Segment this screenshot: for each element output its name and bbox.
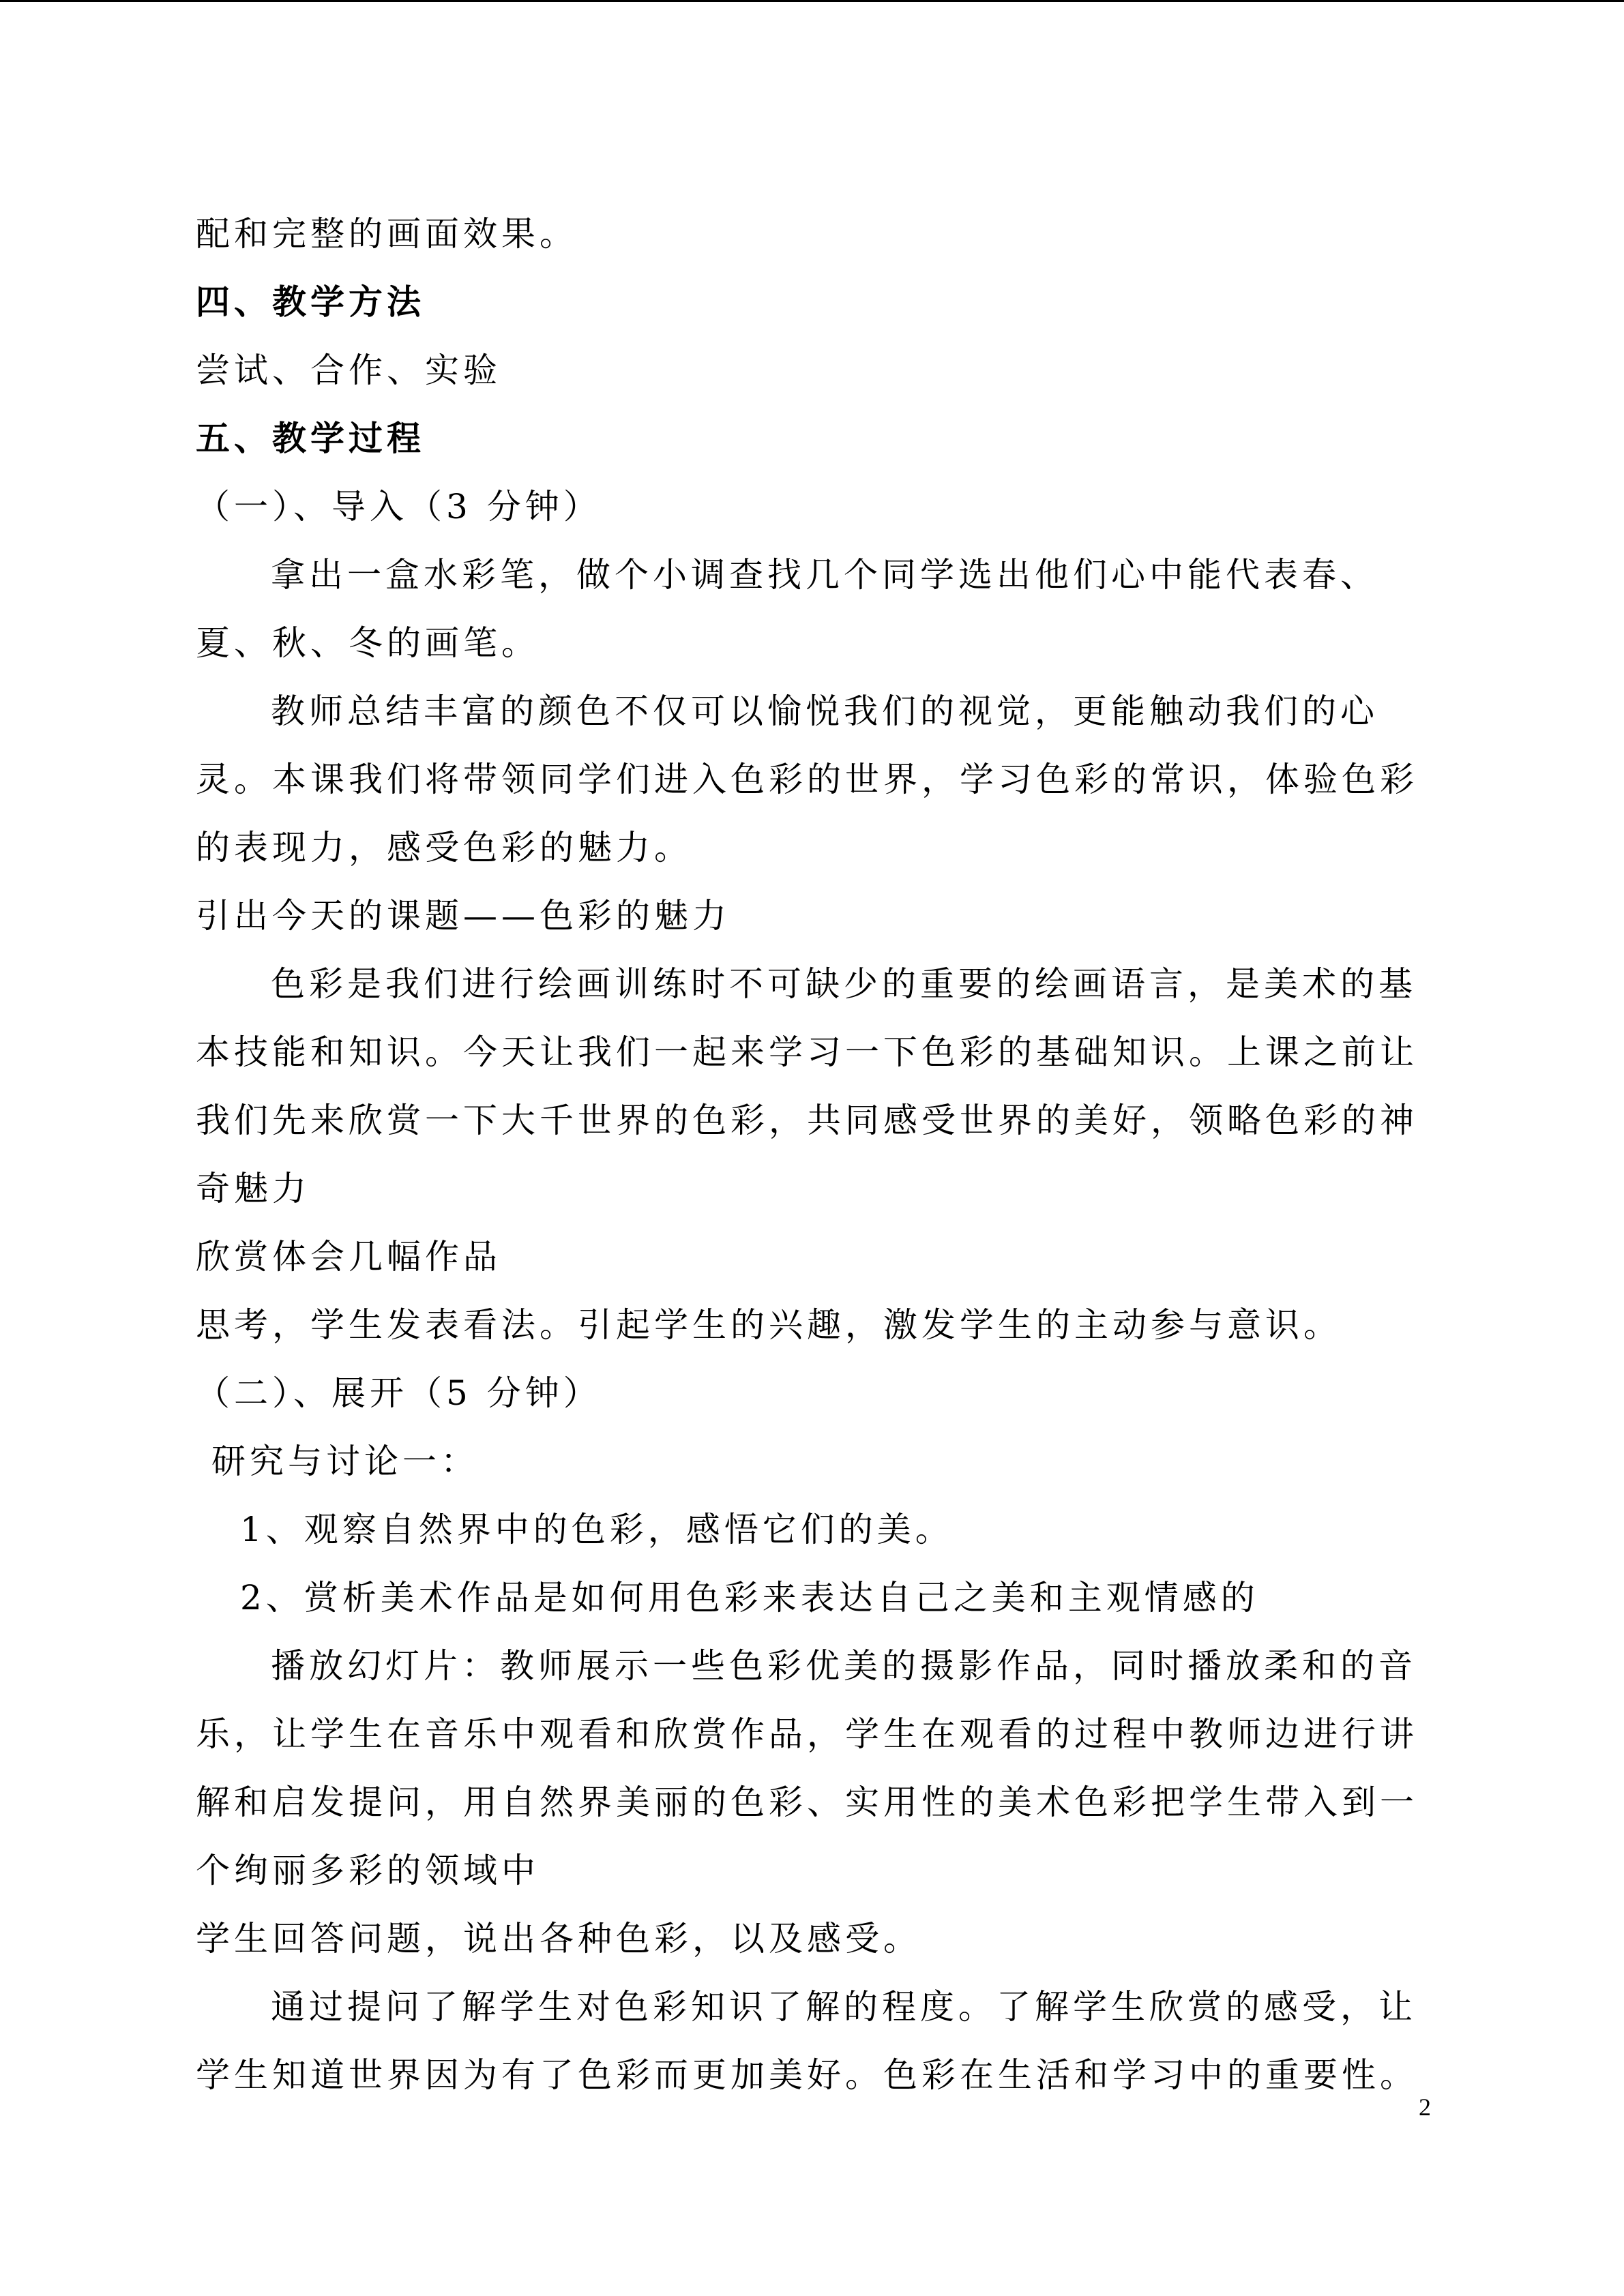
- body-text-line: 教师总结丰富的颜色不仅可以愉悦我们的视觉，更能触动我们的心: [271, 691, 1378, 731]
- body-text-line: 欣赏体会几幅作品: [196, 1237, 501, 1277]
- page-number: 2: [1419, 2093, 1431, 2121]
- body-text-line: 奇魅力: [196, 1169, 310, 1208]
- list-item: 2、赏析美术作品是如何用色彩来表达自己之美和主观情感的: [240, 1578, 1259, 1617]
- body-text-line: 思考，学生发表看法。引起学生的兴趣，激发学生的主动参与意识。: [196, 1305, 1342, 1345]
- body-text-line: 学生回答问题，说出各种色彩，以及感受。: [196, 1919, 921, 1958]
- body-text-line: 播放幻灯片：教师展示一些色彩优美的摄影作品，同时播放柔和的音: [271, 1646, 1417, 1686]
- section-heading-teaching-process: 五、教学过程: [196, 418, 425, 458]
- section-heading-teaching-methods: 四、教学方法: [196, 282, 425, 322]
- body-text-line: 尝试、合作、实验: [196, 351, 501, 390]
- body-text-line: 拿出一盒水彩笔，做个小调查找几个同学选出他们心中能代表春、: [271, 555, 1378, 595]
- body-text-line: 配和完整的画面效果。: [196, 214, 578, 254]
- body-text-line: 灵。本课我们将带领同学们进入色彩的世界，学习色彩的常识，体验色彩: [196, 760, 1418, 799]
- subsection-heading-development: （二）、展开（5 分钟）: [196, 1373, 602, 1413]
- body-text-line: 解和启发提问，用自然界美丽的色彩、实用性的美术色彩把学生带入到一: [196, 1783, 1418, 1822]
- body-text-line: 引出今天的课题——色彩的魅力: [196, 896, 730, 936]
- body-text-line: 夏、秋、冬的画笔。: [196, 623, 540, 663]
- body-text-line: 个绚丽多彩的领域中: [196, 1851, 540, 1890]
- body-text-line: 学生知道世界因为有了色彩而更加美好。色彩在生活和学习中的重要性。: [196, 2055, 1418, 2095]
- body-text-line: 的表现力，感受色彩的魅力。: [196, 828, 692, 867]
- body-text-line: 通过提问了解学生对色彩知识了解的程度。了解学生欣赏的感受，让: [271, 1987, 1417, 2027]
- body-text-line: 我们先来欣赏一下大千世界的色彩，共同感受世界的美好，领略色彩的神: [196, 1101, 1418, 1140]
- subsection-heading-intro: （一）、导入（3 分钟）: [196, 487, 602, 526]
- body-text-line: 研究与讨论一：: [211, 1442, 479, 1481]
- list-item: 1、观察自然界中的色彩，感悟它们的美。: [240, 1510, 954, 1549]
- body-text-line: 乐，让学生在音乐中观看和欣赏作品，学生在观看的过程中教师边进行讲: [196, 1714, 1418, 1754]
- body-text-line: 本技能和知识。今天让我们一起来学习一下色彩的基础知识。上课之前让: [196, 1032, 1418, 1072]
- body-text-line: 色彩是我们进行绘画训练时不可缺少的重要的绘画语言，是美术的基: [271, 964, 1417, 1004]
